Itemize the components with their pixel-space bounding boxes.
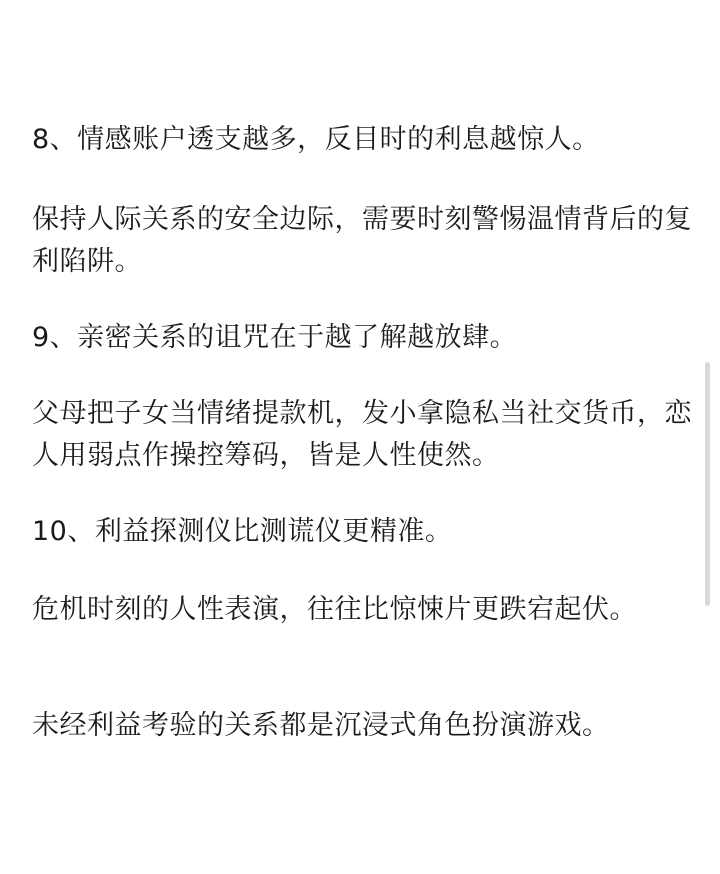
paragraph-body-9: 父母把子女当情绪提款机，发小拿隐私当社交货币，恋人用弱点作操控筹码，皆是人性使然。 — [32, 398, 692, 471]
paragraph-body-8: 保持人际关系的安全边际，需要时刻警惕温情背后的复利陷阱。 — [32, 204, 692, 277]
paragraph-heading-9: 9、亲密关系的诅咒在于越了解越放肆。 — [32, 322, 518, 353]
paragraph-heading-10: 10、利益探测仪比测谎仪更精准。 — [32, 516, 453, 547]
paragraph-body-10: 危机时刻的人性表演，往往比惊悚片更跌宕起伏。 — [32, 594, 637, 625]
paragraph-heading-8: 8、情感账户透支越多，反目时的利息越惊人。 — [32, 124, 600, 155]
paragraph-closing: 未经利益考验的关系都是沉浸式角色扮演游戏。 — [32, 710, 610, 741]
vertical-scrollbar[interactable] — [705, 362, 710, 606]
